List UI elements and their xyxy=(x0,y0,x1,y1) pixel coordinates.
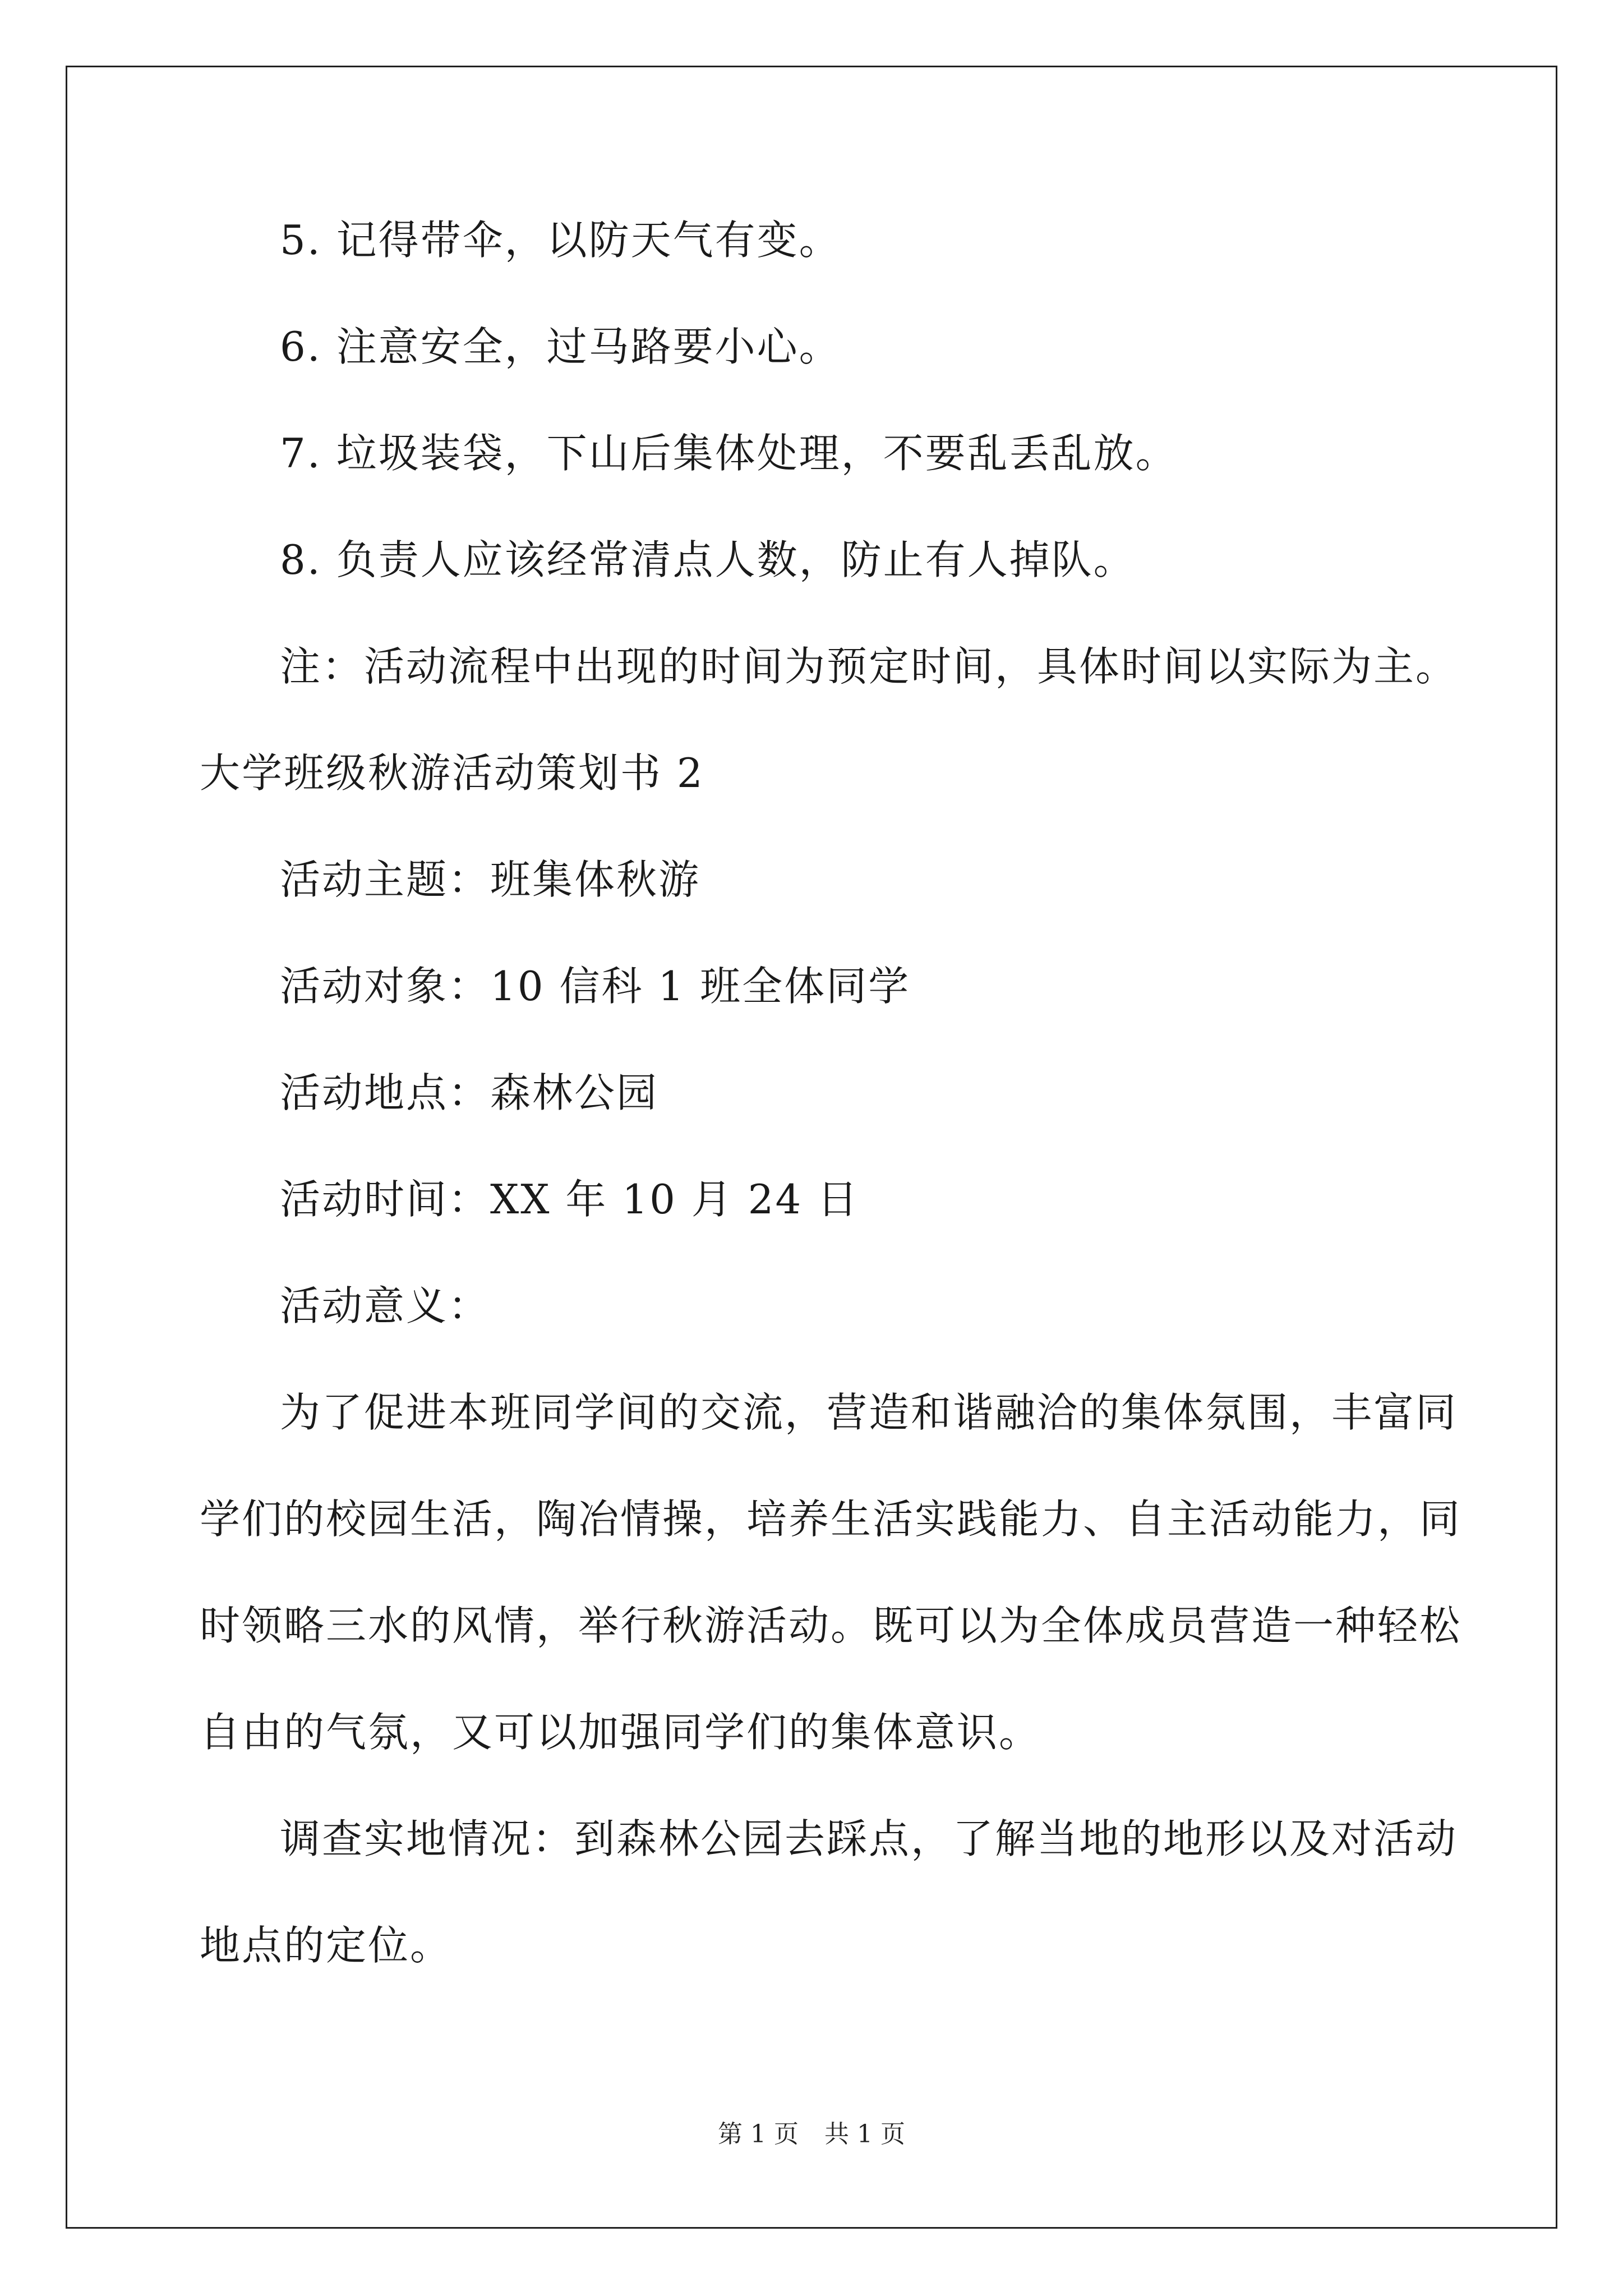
page-total: 共 1 页 xyxy=(824,2120,905,2148)
significance-paragraph-line-3: 时领略三水的风情，举行秋游活动。既可以为全体成员营造一种轻松 xyxy=(200,1602,1462,1649)
significance-paragraph-line-2: 学们的校园生活，陶冶情操，培养生活实践能力、自主活动能力，同 xyxy=(200,1496,1462,1543)
section-heading: 大学班级秋游活动策划书 2 xyxy=(200,749,704,797)
list-item-8: 8. 负责人应该经常清点人数，防止有人掉队。 xyxy=(280,536,1136,583)
list-item-7: 7. 垃圾装袋，下山后集体处理，不要乱丢乱放。 xyxy=(280,430,1178,477)
page-number: 第 1 页 xyxy=(718,2120,799,2148)
note-paragraph: 注：活动流程中出现的时间为预定时间，具体时间以实际为主。 xyxy=(280,643,1458,690)
activity-location: 活动地点：森林公园 xyxy=(280,1069,659,1116)
significance-paragraph-line-4: 自由的气氛，又可以加强同学们的集体意识。 xyxy=(200,1709,1041,1756)
survey-paragraph-line-1: 调查实地情况：到森林公园去踩点，了解当地的地形以及对活动 xyxy=(280,1815,1458,1862)
significance-paragraph-line-1: 为了促进本班同学间的交流，营造和谐融洽的集体氛围，丰富同 xyxy=(280,1389,1458,1436)
page-footer xyxy=(0,2118,1623,2151)
survey-paragraph-line-2: 地点的定位。 xyxy=(200,1922,453,1969)
activity-significance-label: 活动意义： xyxy=(280,1282,491,1329)
activity-audience: 活动对象：10 信科 1 班全体同学 xyxy=(280,963,911,1010)
list-item-5: 5. 记得带伞，以防天气有变。 xyxy=(280,217,841,264)
activity-theme: 活动主题：班集体秋游 xyxy=(280,856,701,903)
list-item-6: 6. 注意安全，过马路要小心。 xyxy=(280,323,841,370)
page-border xyxy=(66,66,1557,2229)
activity-time: 活动时间：XX 年 10 月 24 日 xyxy=(280,1176,860,1223)
